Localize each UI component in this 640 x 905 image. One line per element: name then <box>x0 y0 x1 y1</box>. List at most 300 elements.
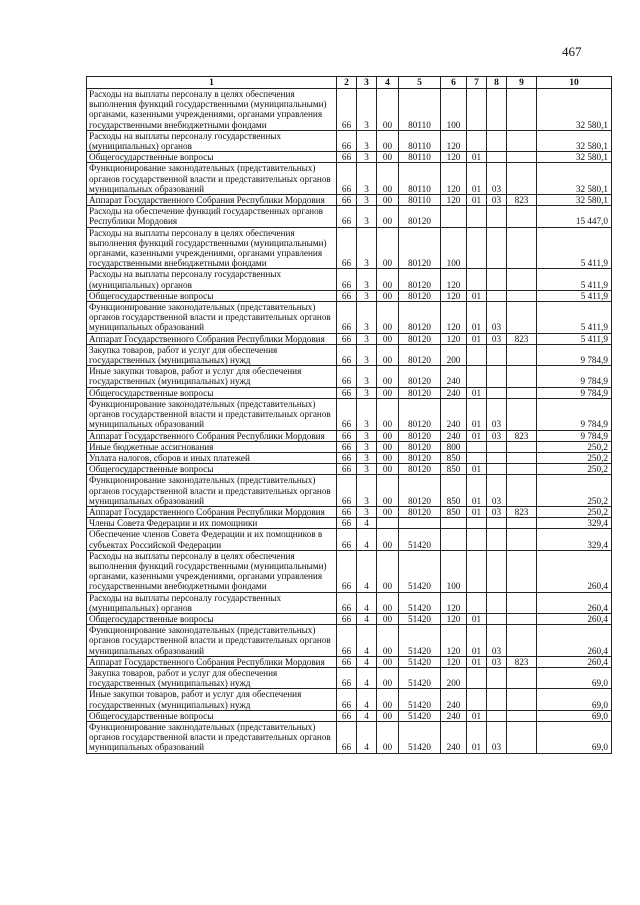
code-cell: 4 <box>357 518 377 529</box>
code-cell: 03 <box>487 398 507 430</box>
code-cell <box>441 518 467 529</box>
code-cell: 01 <box>467 506 487 517</box>
code-cell: 80120 <box>399 302 441 334</box>
code-cell <box>507 464 537 475</box>
amount-cell: 9 784,9 <box>537 387 612 398</box>
column-header: 2 <box>337 77 357 89</box>
code-cell: 66 <box>337 550 357 592</box>
code-cell <box>487 366 507 387</box>
code-cell: 00 <box>377 452 399 463</box>
code-cell: 51420 <box>399 625 441 657</box>
row-name-cell: Функционирование законодательных (представительных) органов государственной власти и представительных органов муниципальных образований <box>87 721 337 753</box>
code-cell: 51420 <box>399 656 441 667</box>
row-name-cell: Общегосударственные вопросы <box>87 710 337 721</box>
code-cell <box>507 710 537 721</box>
code-cell: 240 <box>441 710 467 721</box>
code-cell: 100 <box>441 89 467 131</box>
amount-cell: 9 784,9 <box>537 398 612 430</box>
code-cell: 4 <box>357 529 377 550</box>
code-cell: 00 <box>377 206 399 227</box>
code-cell: 3 <box>357 452 377 463</box>
code-cell: 00 <box>377 163 399 195</box>
amount-cell: 9 784,9 <box>537 366 612 387</box>
row-name-cell: Закупка товаров, работ и услуг для обеспечения государственных (муниципальных) нужд <box>87 667 337 688</box>
amount-cell: 260,4 <box>537 550 612 592</box>
row-name-cell: Функционирование законодательных (представительных) органов государственной власти и представительных органов муниципальных образований <box>87 302 337 334</box>
code-cell: 03 <box>487 656 507 667</box>
code-cell: 00 <box>377 464 399 475</box>
code-cell: 823 <box>507 506 537 517</box>
code-cell: 01 <box>467 195 487 206</box>
amount-cell: 5 411,9 <box>537 227 612 269</box>
code-cell: 51420 <box>399 550 441 592</box>
code-cell: 51420 <box>399 721 441 753</box>
code-cell: 00 <box>377 344 399 365</box>
row-name-cell: Расходы на выплаты персоналу в целях обеспечения выполнения функций государственными (муниципальными) органами, казенными учреждениями, органами управления государственными внебюджетными фондами <box>87 550 337 592</box>
code-cell: 66 <box>337 206 357 227</box>
code-cell: 00 <box>377 130 399 151</box>
code-cell: 03 <box>487 195 507 206</box>
code-cell <box>487 227 507 269</box>
row-name-cell: Аппарат Государственного Собрания Республики Мордовия <box>87 430 337 441</box>
code-cell: 01 <box>467 625 487 657</box>
code-cell: 80120 <box>399 206 441 227</box>
row-name-cell: Аппарат Государственного Собрания Республики Мордовия <box>87 195 337 206</box>
code-cell: 51420 <box>399 689 441 710</box>
amount-cell: 5 411,9 <box>537 302 612 334</box>
code-cell: 66 <box>337 89 357 131</box>
code-cell: 66 <box>337 625 357 657</box>
row-name-cell: Расходы на выплаты персоналу в целях обеспечения выполнения функций государственными (муниципальными) органами, казенными учреждениями, органами управления государственными внебюджетными фондами <box>87 227 337 269</box>
code-cell: 66 <box>337 333 357 344</box>
table-row <box>87 163 612 195</box>
code-cell <box>487 452 507 463</box>
table-row <box>87 430 612 441</box>
code-cell: 01 <box>467 613 487 624</box>
code-cell <box>487 89 507 131</box>
code-cell: 4 <box>357 625 377 657</box>
code-cell <box>441 529 467 550</box>
code-cell: 03 <box>487 302 507 334</box>
amount-cell: 329,4 <box>537 518 612 529</box>
code-cell <box>467 441 487 452</box>
row-name-cell: Расходы на выплаты персоналу государственных (муниципальных) органов <box>87 130 337 151</box>
code-cell: 00 <box>377 475 399 507</box>
code-cell <box>467 206 487 227</box>
code-cell: 66 <box>337 152 357 163</box>
code-cell <box>487 441 507 452</box>
code-cell: 3 <box>357 290 377 301</box>
table-row <box>87 529 612 550</box>
column-header: 7 <box>467 77 487 89</box>
code-cell: 3 <box>357 464 377 475</box>
code-cell: 00 <box>377 506 399 517</box>
code-cell: 66 <box>337 387 357 398</box>
code-cell: 800 <box>441 441 467 452</box>
amount-cell: 250,2 <box>537 452 612 463</box>
row-name-cell: Закупка товаров, работ и услуг для обеспечения государственных (муниципальных) нужд <box>87 344 337 365</box>
code-cell: 3 <box>357 387 377 398</box>
code-cell: 120 <box>441 152 467 163</box>
code-cell <box>507 302 537 334</box>
amount-cell: 32 580,1 <box>537 152 612 163</box>
row-name-cell: Иные закупки товаров, работ и услуг для обеспечения государственных (муниципальных) нужд <box>87 689 337 710</box>
code-cell: 80110 <box>399 163 441 195</box>
code-cell: 823 <box>507 333 537 344</box>
code-cell <box>467 366 487 387</box>
code-cell: 66 <box>337 656 357 667</box>
code-cell: 3 <box>357 227 377 269</box>
code-cell: 3 <box>357 152 377 163</box>
table-row <box>87 344 612 365</box>
code-cell: 00 <box>377 227 399 269</box>
row-name-cell: Уплата налогов, сборов и иных платежей <box>87 452 337 463</box>
row-name-cell: Расходы на обеспечение функций государственных органов Республики Мордовия <box>87 206 337 227</box>
code-cell: 00 <box>377 625 399 657</box>
row-name-cell: Иные закупки товаров, работ и услуг для обеспечения государственных (муниципальных) нужд <box>87 366 337 387</box>
code-cell: 80120 <box>399 269 441 290</box>
code-cell: 4 <box>357 721 377 753</box>
table-row <box>87 550 612 592</box>
code-cell: 4 <box>357 613 377 624</box>
table-row <box>87 667 612 688</box>
code-cell: 00 <box>377 550 399 592</box>
code-cell: 51420 <box>399 613 441 624</box>
code-cell: 240 <box>441 430 467 441</box>
code-cell: 66 <box>337 613 357 624</box>
table-header-row <box>87 77 612 89</box>
code-cell <box>507 441 537 452</box>
code-cell: 80110 <box>399 152 441 163</box>
amount-cell: 9 784,9 <box>537 344 612 365</box>
table-row <box>87 206 612 227</box>
code-cell <box>507 163 537 195</box>
code-cell <box>487 667 507 688</box>
code-cell: 51420 <box>399 710 441 721</box>
code-cell <box>487 710 507 721</box>
code-cell: 80120 <box>399 344 441 365</box>
code-cell: 01 <box>467 464 487 475</box>
code-cell: 66 <box>337 710 357 721</box>
code-cell <box>507 130 537 151</box>
row-name-cell: Расходы на выплаты персоналу в целях обеспечения выполнения функций государственными (муниципальными) органами, казенными учреждениями, органами управления государственными внебюджетными фондами <box>87 89 337 131</box>
row-name-cell: Члены Совета Федерации и их помощники <box>87 518 337 529</box>
code-cell: 240 <box>441 366 467 387</box>
table-row <box>87 592 612 613</box>
code-cell: 66 <box>337 227 357 269</box>
amount-cell: 250,2 <box>537 441 612 452</box>
code-cell: 823 <box>507 656 537 667</box>
column-header: 1 <box>87 77 337 89</box>
code-cell: 01 <box>467 333 487 344</box>
table-row <box>87 475 612 507</box>
code-cell <box>507 721 537 753</box>
row-name-cell: Общегосударственные вопросы <box>87 464 337 475</box>
amount-cell: 5 411,9 <box>537 333 612 344</box>
code-cell: 00 <box>377 667 399 688</box>
page-number: 467 <box>562 44 582 59</box>
code-cell <box>507 398 537 430</box>
column-header: 8 <box>487 77 507 89</box>
table-row <box>87 152 612 163</box>
code-cell: 240 <box>441 398 467 430</box>
code-cell: 120 <box>441 163 467 195</box>
row-name-cell: Расходы на выплаты персоналу государственных (муниципальных) органов <box>87 592 337 613</box>
code-cell <box>507 529 537 550</box>
row-name-cell: Иные бюджетные ассигнования <box>87 441 337 452</box>
code-cell: 120 <box>441 130 467 151</box>
code-cell <box>467 518 487 529</box>
amount-cell: 5 411,9 <box>537 269 612 290</box>
table-row <box>87 269 612 290</box>
code-cell: 00 <box>377 430 399 441</box>
code-cell: 3 <box>357 269 377 290</box>
code-cell: 80110 <box>399 89 441 131</box>
budget-table <box>86 76 612 754</box>
code-cell: 66 <box>337 592 357 613</box>
code-cell: 00 <box>377 529 399 550</box>
code-cell: 80120 <box>399 430 441 441</box>
code-cell: 120 <box>441 195 467 206</box>
row-name-cell: Функционирование законодательных (представительных) органов государственной власти и представительных органов муниципальных образований <box>87 163 337 195</box>
code-cell: 00 <box>377 290 399 301</box>
code-cell: 00 <box>377 152 399 163</box>
code-cell <box>467 529 487 550</box>
amount-cell: 69,0 <box>537 710 612 721</box>
code-cell <box>467 550 487 592</box>
amount-cell: 32 580,1 <box>537 130 612 151</box>
code-cell <box>507 366 537 387</box>
code-cell: 4 <box>357 550 377 592</box>
code-cell: 100 <box>441 550 467 592</box>
code-cell: 03 <box>487 430 507 441</box>
code-cell: 66 <box>337 430 357 441</box>
code-cell: 120 <box>441 302 467 334</box>
amount-cell: 250,2 <box>537 475 612 507</box>
code-cell: 01 <box>467 430 487 441</box>
code-cell <box>487 344 507 365</box>
code-cell: 01 <box>467 710 487 721</box>
code-cell: 3 <box>357 398 377 430</box>
code-cell: 823 <box>507 430 537 441</box>
code-cell: 3 <box>357 441 377 452</box>
code-cell: 00 <box>377 398 399 430</box>
code-cell: 66 <box>337 398 357 430</box>
amount-cell: 69,0 <box>537 667 612 688</box>
code-cell <box>507 452 537 463</box>
amount-cell: 32 580,1 <box>537 163 612 195</box>
code-cell: 3 <box>357 130 377 151</box>
code-cell: 3 <box>357 366 377 387</box>
code-cell: 00 <box>377 302 399 334</box>
code-cell: 66 <box>337 452 357 463</box>
code-cell: 66 <box>337 130 357 151</box>
amount-cell: 260,4 <box>537 656 612 667</box>
code-cell: 80120 <box>399 464 441 475</box>
amount-cell: 69,0 <box>537 689 612 710</box>
code-cell <box>507 518 537 529</box>
code-cell: 120 <box>441 656 467 667</box>
amount-cell: 69,0 <box>537 721 612 753</box>
code-cell <box>467 89 487 131</box>
code-cell: 66 <box>337 506 357 517</box>
amount-cell: 250,2 <box>537 464 612 475</box>
amount-cell: 32 580,1 <box>537 195 612 206</box>
code-cell: 51420 <box>399 592 441 613</box>
table-row <box>87 656 612 667</box>
code-cell: 00 <box>377 89 399 131</box>
code-cell: 66 <box>337 290 357 301</box>
code-cell: 850 <box>441 452 467 463</box>
code-cell <box>507 344 537 365</box>
code-cell: 66 <box>337 441 357 452</box>
code-cell <box>487 206 507 227</box>
code-cell: 80120 <box>399 441 441 452</box>
code-cell <box>507 613 537 624</box>
code-cell: 80120 <box>399 475 441 507</box>
table-row <box>87 89 612 131</box>
code-cell: 3 <box>357 475 377 507</box>
code-cell: 00 <box>377 592 399 613</box>
code-cell: 03 <box>487 333 507 344</box>
row-name-cell: Функционирование законодательных (представительных) органов государственной власти и представительных органов муниципальных образований <box>87 625 337 657</box>
code-cell: 66 <box>337 464 357 475</box>
table-row <box>87 613 612 624</box>
code-cell: 00 <box>377 656 399 667</box>
code-cell: 3 <box>357 344 377 365</box>
code-cell <box>507 592 537 613</box>
code-cell: 120 <box>441 613 467 624</box>
code-cell: 120 <box>441 333 467 344</box>
code-cell: 4 <box>357 592 377 613</box>
table-row <box>87 452 612 463</box>
code-cell: 03 <box>487 163 507 195</box>
table-row <box>87 710 612 721</box>
code-cell: 01 <box>467 475 487 507</box>
code-cell <box>487 613 507 624</box>
code-cell: 66 <box>337 529 357 550</box>
code-cell: 80120 <box>399 290 441 301</box>
row-name-cell: Функционирование законодательных (представительных) органов государственной власти и представительных органов муниципальных образований <box>87 398 337 430</box>
table-row <box>87 625 612 657</box>
column-header: 10 <box>537 77 612 89</box>
code-cell: 03 <box>487 721 507 753</box>
code-cell <box>507 206 537 227</box>
row-name-cell: Аппарат Государственного Собрания Республики Мордовия <box>87 333 337 344</box>
code-cell: 00 <box>377 269 399 290</box>
code-cell: 200 <box>441 344 467 365</box>
code-cell <box>467 227 487 269</box>
code-cell <box>399 518 441 529</box>
code-cell <box>487 529 507 550</box>
code-cell: 66 <box>337 195 357 206</box>
code-cell: 00 <box>377 441 399 452</box>
code-cell: 850 <box>441 506 467 517</box>
code-cell: 00 <box>377 613 399 624</box>
code-cell <box>467 344 487 365</box>
code-cell: 100 <box>441 227 467 269</box>
amount-cell: 329,4 <box>537 529 612 550</box>
code-cell: 240 <box>441 689 467 710</box>
code-cell <box>487 387 507 398</box>
code-cell <box>467 452 487 463</box>
table-row <box>87 130 612 151</box>
code-cell: 80110 <box>399 195 441 206</box>
row-name-cell: Общегосударственные вопросы <box>87 613 337 624</box>
code-cell <box>467 130 487 151</box>
amount-cell: 15 447,0 <box>537 206 612 227</box>
code-cell <box>467 689 487 710</box>
code-cell: 120 <box>441 269 467 290</box>
row-name-cell: Расходы на выплаты персоналу государственных (муниципальных) органов <box>87 269 337 290</box>
amount-cell: 32 580,1 <box>537 89 612 131</box>
column-header: 9 <box>507 77 537 89</box>
code-cell: 3 <box>357 195 377 206</box>
code-cell: 66 <box>337 689 357 710</box>
code-cell <box>507 290 537 301</box>
code-cell <box>507 227 537 269</box>
code-cell: 120 <box>441 625 467 657</box>
table-row <box>87 290 612 301</box>
row-name-cell: Общегосударственные вопросы <box>87 152 337 163</box>
code-cell: 66 <box>337 366 357 387</box>
table-row <box>87 721 612 753</box>
code-cell: 66 <box>337 721 357 753</box>
code-cell: 3 <box>357 506 377 517</box>
code-cell <box>487 290 507 301</box>
table-row <box>87 506 612 517</box>
row-name-cell: Функционирование законодательных (представительных) органов государственной власти и представительных органов муниципальных образований <box>87 475 337 507</box>
code-cell: 4 <box>357 710 377 721</box>
code-cell: 51420 <box>399 667 441 688</box>
code-cell <box>507 550 537 592</box>
code-cell: 51420 <box>399 529 441 550</box>
code-cell: 850 <box>441 464 467 475</box>
code-cell: 120 <box>441 290 467 301</box>
code-cell <box>377 518 399 529</box>
column-header: 6 <box>441 77 467 89</box>
table-row <box>87 689 612 710</box>
code-cell: 80120 <box>399 387 441 398</box>
table-row <box>87 518 612 529</box>
code-cell <box>467 667 487 688</box>
code-cell: 3 <box>357 430 377 441</box>
amount-cell: 260,4 <box>537 613 612 624</box>
code-cell <box>507 475 537 507</box>
code-cell: 01 <box>467 152 487 163</box>
code-cell: 80120 <box>399 333 441 344</box>
code-cell: 03 <box>487 625 507 657</box>
code-cell: 00 <box>377 366 399 387</box>
code-cell: 823 <box>507 195 537 206</box>
code-cell: 01 <box>467 290 487 301</box>
code-cell <box>487 130 507 151</box>
code-cell: 66 <box>337 475 357 507</box>
table-body <box>87 89 612 754</box>
table-row <box>87 227 612 269</box>
code-cell: 240 <box>441 387 467 398</box>
row-name-cell: Аппарат Государственного Собрания Республики Мордовия <box>87 656 337 667</box>
code-cell: 4 <box>357 656 377 667</box>
code-cell: 3 <box>357 206 377 227</box>
code-cell: 80120 <box>399 366 441 387</box>
code-cell <box>441 206 467 227</box>
code-cell <box>507 387 537 398</box>
code-cell: 66 <box>337 518 357 529</box>
table-row <box>87 333 612 344</box>
code-cell: 4 <box>357 667 377 688</box>
table-row <box>87 195 612 206</box>
